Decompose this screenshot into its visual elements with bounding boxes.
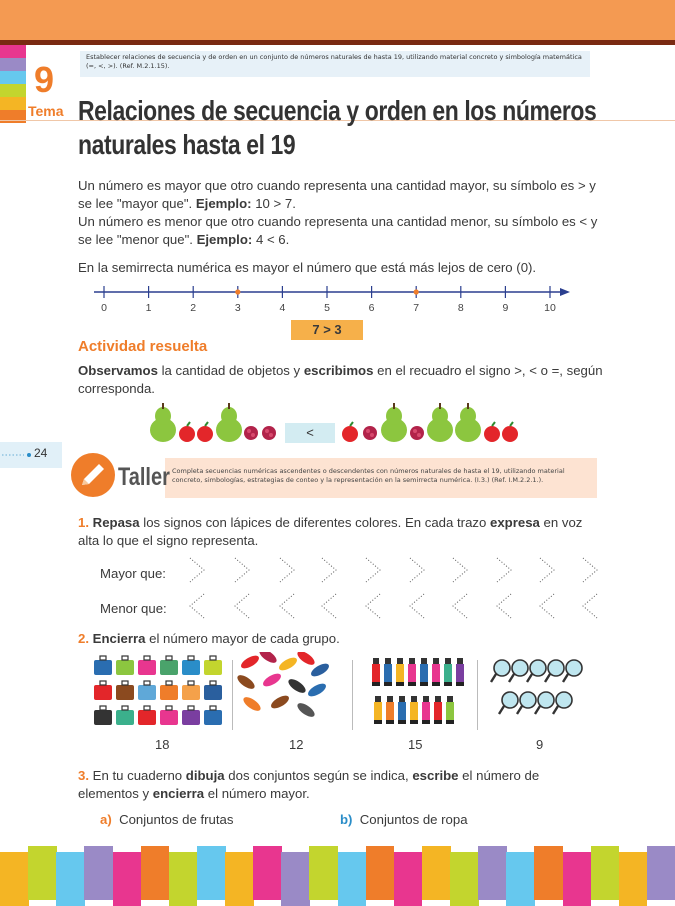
tema-label: Tema [28,103,64,119]
shoe-icon [295,652,317,667]
count-magnifiers[interactable]: 9 [536,737,544,752]
suitcase-icon [94,710,112,725]
magnifying-glass-icon [502,692,518,708]
intro-paragraph-1: Un número es mayor que otro cuando representa una cantidad mayor, su símbolo es > y se lee "mayor que". Ejemplo: 10 > 7. [78,178,596,211]
shoe-icon [269,693,291,711]
shoe-icon [295,701,317,720]
magnifying-glass-icon [548,660,564,676]
suitcase-icon [182,685,200,700]
number-line-label: 3 [234,302,241,314]
suitcase-icon [138,710,156,725]
suitcases-group [94,656,222,725]
bottom-stripe [56,852,85,906]
group-separator [477,660,478,730]
number-line-label: 8 [457,302,464,314]
number-line-label: 1 [145,302,152,314]
raspberry-icon [410,426,424,440]
counting-groups [92,652,592,734]
magnifying-glass-icon [566,660,582,676]
suitcase-icon [160,660,178,675]
number-line-marker [414,289,419,294]
bottom-stripe [394,852,423,906]
bottom-stripe [422,846,451,900]
option-b: b) Conjuntos de ropa [340,812,468,827]
header-rule [0,40,675,45]
fruit-group-left [145,400,285,446]
dotted-less-than [410,594,424,618]
exercise-2: 2. Encierra el número mayor de cada grupo. [78,631,340,646]
suitcase-icon [182,710,200,725]
apple-icon [502,422,518,442]
trace-symbols [180,556,600,620]
suitcase-icon [94,685,112,700]
taller-label: Taller [118,463,170,491]
bottom-stripe [619,852,648,906]
apple-icon [342,422,358,442]
dotted-greater-than [453,558,467,582]
suitcase-icon [138,660,156,675]
pear-icon [427,403,453,442]
page-dots [2,453,32,457]
shoe-icon [257,652,279,665]
shoe-icon [286,677,308,696]
pencil-icon [70,452,116,498]
dotted-greater-than [190,558,204,582]
bottom-stripe [647,846,675,900]
magnifying-glass-icon [512,660,528,676]
raspberry-icon [244,426,258,440]
dotted-greater-than [497,558,511,582]
suitcase-icon [116,660,134,675]
shoe-icon [239,653,261,671]
bottom-stripe [169,852,198,906]
shoe-icon [241,695,263,714]
dotted-greater-than [540,558,554,582]
bottom-stripe [197,846,226,900]
bottom-stripe [225,852,254,906]
shoe-icon [235,673,257,692]
dotted-less-than [322,594,336,618]
group-separator [352,660,353,730]
comparison-label: 7 > 3 [291,320,363,340]
suitcase-icon [204,660,222,675]
group-separator [232,660,233,730]
bottom-stripe [28,846,57,900]
suitcase-icon [116,710,134,725]
bottom-stripe [309,846,338,900]
number-line-label: 0 [101,302,107,314]
pear-icon [216,403,242,442]
fruit-group-right [340,400,525,446]
magnifying-glass-icon [530,660,546,676]
suitcase-icon [116,685,134,700]
dotted-greater-than [583,558,597,582]
exercise-3: 3. En tu cuaderno dibuja dos conjuntos según se indica, escribe el número de elementos y encierra el número mayor. [78,768,540,801]
magnifying-glass-icon [520,692,536,708]
dotted-greater-than [322,558,336,582]
dotted-greater-than [366,558,380,582]
activity-title: Actividad resuelta [78,338,208,355]
count-suitcases[interactable]: 18 [155,737,170,752]
shoe-icon [277,655,299,673]
dotted-less-than [540,594,554,618]
dotted-greater-than [235,558,249,582]
dotted-less-than [280,594,294,618]
objective-box: Establecer relaciones de secuencia y de orden en un conjunto de números naturales de hasta 19, utilizando material concreto y simbología matemática (=, <, >). (Ref. M.2.1.15). [80,51,590,77]
count-shoes[interactable]: 12 [289,737,304,752]
tema-number: 9 [33,59,55,100]
bottom-stripe [141,846,170,900]
menor-label: Menor que: [100,601,167,616]
number-line-label: 6 [368,302,375,314]
taller-text: Completa secuencias numéricas ascendentes o descendentes con números naturales de hasta el 19, utilizando material concreto, simbologías, estrategias de conteo y la representación en la semirrecta numérica. (I.3.) (Ref. I.M.2.2.1.). [172,467,565,484]
bottom-stripe [0,852,29,906]
number-line-label: 4 [279,302,286,314]
bottom-stripe [506,852,535,906]
markers-group [372,658,464,724]
number-line-label: 7 [413,302,420,314]
magnifying-glass-icon [556,692,572,708]
suitcase-icon [160,685,178,700]
dotted-less-than [366,594,380,618]
option-a: a) Conjuntos de frutas [100,812,234,827]
dotted-less-than [583,594,597,618]
number-line-label: 5 [324,302,330,314]
suitcase-icon [138,685,156,700]
bottom-stripe [338,852,367,906]
suitcase-icon [94,660,112,675]
number-line-label: 2 [190,302,197,314]
answer-box: < [285,423,335,443]
suitcase-icon [182,660,200,675]
page-number: 24 [34,446,48,460]
pear-icon [381,403,407,442]
bottom-stripe [450,852,479,906]
shoes-group [235,652,331,719]
bottom-stripe [591,846,620,900]
suitcase-icon [204,710,222,725]
suitcase-icon [204,685,222,700]
exercise-1: 1. Repasa los signos con lápices de diferentes colores. En cada trazo expresa en voz alta lo que el signo representa. [78,515,583,548]
apple-icon [484,422,500,442]
bottom-stripe [253,846,282,900]
raspberry-icon [363,426,377,440]
bottom-stripe [84,846,113,900]
activity-instructions: Observamos la cantidad de objetos y escribimos en el recuadro el signo >, < o =, según corresponda. [78,363,603,396]
dotted-less-than [453,594,467,618]
magnifying-glasses-group [491,660,582,714]
bottom-stripe [478,846,507,900]
dotted-less-than [190,594,204,618]
page-title: Relaciones de secuencia y orden en los números naturales hasta el 19 [78,95,597,160]
pear-icon [150,403,176,442]
number-line-marker [235,289,240,294]
pear-icon [455,403,481,442]
header-bar [0,0,675,40]
number-line [90,282,580,318]
magnifying-glass-icon [494,660,510,676]
shoe-icon [306,681,328,699]
mayor-label: Mayor que: [100,566,166,581]
bottom-stripe [534,846,563,900]
magnifying-glass-icon [538,692,554,708]
dotted-less-than [235,594,249,618]
bottom-stripe [113,852,142,906]
dotted-less-than [497,594,511,618]
intro-paragraph-3: En la semirrecta numérica es mayor el número que está más lejos de cero (0). [78,260,537,275]
bottom-stripe [366,846,395,900]
dotted-greater-than [410,558,424,582]
bottom-stripe [563,852,592,906]
raspberry-icon [262,426,276,440]
dotted-greater-than [280,558,294,582]
intro-paragraph-2: Un número es menor que otro cuando representa una cantidad menor, su símbolo es < y se lee "menor que". Ejemplo: 4 < 6. [78,214,598,247]
number-line-label: 9 [502,302,509,314]
suitcase-icon [160,710,178,725]
shoe-icon [261,671,283,689]
apple-icon [179,422,195,442]
count-markers[interactable]: 15 [408,737,423,752]
apple-icon [197,422,213,442]
number-line-label: 10 [544,302,556,314]
bottom-stripe [281,852,310,906]
